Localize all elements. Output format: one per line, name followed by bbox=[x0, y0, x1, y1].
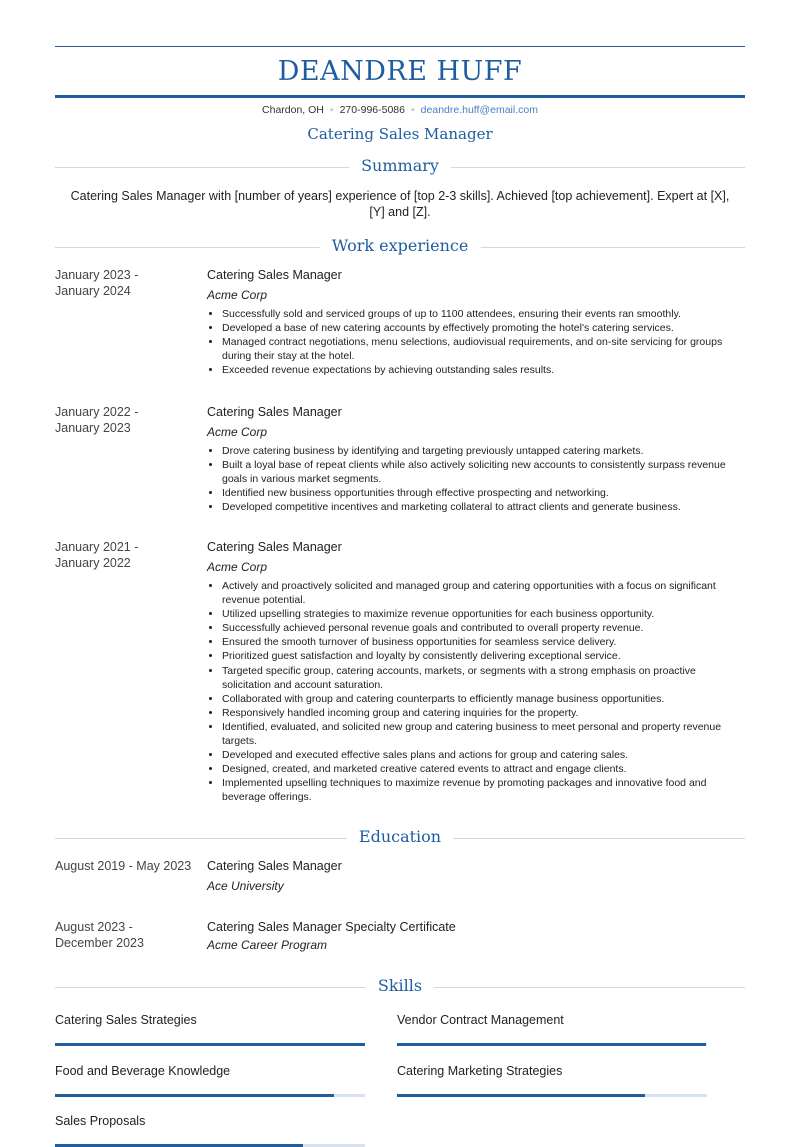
name-underline bbox=[55, 95, 745, 98]
skill-level-fill bbox=[55, 1043, 365, 1046]
bullet-item: • Identified, evaluated, and solicited new group and catering business to meet personal and property revenue targets. bbox=[222, 720, 745, 748]
section-label: Education bbox=[347, 827, 453, 846]
education-details bbox=[207, 858, 745, 894]
job-company: Acme Corp bbox=[207, 560, 268, 574]
job-dates bbox=[55, 267, 195, 299]
job-title: Catering Sales Manager bbox=[207, 540, 342, 554]
school-name: Acme Career Program bbox=[207, 938, 328, 952]
skill-level-fill bbox=[397, 1094, 645, 1097]
bullet-item: • Successfully sold and serviced groups of up to 1100 attendees, ensuring their events ran smoothly. bbox=[222, 307, 745, 321]
bullet-item: • Designed, created, and marketed creative catered events to attract and engage clients. bbox=[222, 762, 745, 776]
job-bullets bbox=[207, 307, 745, 377]
bullet-item: • Collaborated with group and catering counterparts to efficiently manage business opportunities. bbox=[222, 692, 745, 706]
date-from: January 2022 - bbox=[55, 405, 139, 419]
skill-item bbox=[55, 1063, 365, 1079]
date-to: January 2022 bbox=[55, 556, 131, 570]
summary-text: Catering Sales Manager with [number of years] experience of [top 2-3 skills]. Achieved [top achievement]. Expert at [X], [Y] and [Z]. bbox=[70, 189, 730, 219]
date-from: January 2021 - bbox=[55, 540, 139, 554]
bullet-item: • Exceeded revenue expectations by achieving outstanding sales results. bbox=[222, 363, 745, 377]
bullet-item: • Developed a base of new catering accounts by effectively promoting the hotel's catering services. bbox=[222, 321, 745, 335]
job-dates bbox=[55, 404, 195, 436]
skill-level-bar bbox=[55, 1043, 365, 1046]
section-label: Skills bbox=[366, 976, 434, 995]
candidate-name: DEANDRE HUFF bbox=[277, 56, 523, 87]
skill-name: Vendor Contract Management bbox=[397, 1013, 564, 1027]
job-details bbox=[207, 267, 745, 377]
skill-item bbox=[397, 1063, 707, 1079]
candidate-title: Catering Sales Manager bbox=[307, 125, 493, 143]
date-from: January 2023 - bbox=[55, 268, 139, 282]
contact-city: Chardon, OH bbox=[262, 104, 324, 116]
bullet-item: • Implemented upselling techniques to maximize revenue by promoting packages and innovative food and beverage offerings. bbox=[222, 776, 745, 804]
job-details bbox=[207, 539, 745, 805]
job-details bbox=[207, 404, 745, 514]
section-label: Summary bbox=[349, 156, 451, 175]
bullet-item: • Actively and proactively solicited and managed group and catering opportunities with a focus on significant revenue potential. bbox=[222, 579, 745, 607]
date-from: August 2019 - May 2023 bbox=[55, 859, 192, 873]
job-company: Acme Corp bbox=[207, 425, 268, 439]
skill-level-bar bbox=[55, 1094, 365, 1097]
bullet-item: • Utilized upselling strategies to maximize revenue opportunities for each business opportunity. bbox=[222, 607, 745, 621]
experience-heading bbox=[55, 236, 745, 258]
skill-name: Sales Proposals bbox=[55, 1114, 146, 1128]
skill-item bbox=[55, 1012, 365, 1028]
skill-level-fill bbox=[397, 1043, 706, 1046]
date-from: August 2023 - bbox=[55, 920, 133, 934]
bullet-item: • Managed contract negotiations, menu selections, audiovisual requirements, and on-site servicing for groups during their stay at the hotel. bbox=[222, 335, 745, 363]
date-to: January 2023 bbox=[55, 421, 131, 435]
skills-heading bbox=[55, 976, 745, 998]
job-title: Catering Sales Manager bbox=[207, 268, 342, 282]
date-to: December 2023 bbox=[55, 936, 144, 950]
skill-item bbox=[55, 1113, 365, 1129]
date-to: January 2024 bbox=[55, 284, 131, 298]
top-rule bbox=[55, 46, 745, 47]
job-company: Acme Corp bbox=[207, 288, 268, 302]
bullet-item: • Identified new business opportunities through effective prospecting and networking. bbox=[222, 486, 745, 500]
education-details bbox=[207, 919, 745, 953]
skill-name: Catering Marketing Strategies bbox=[397, 1064, 563, 1078]
skill-item bbox=[397, 1012, 707, 1028]
contact-phone: 270-996-5086 bbox=[339, 104, 405, 116]
bullet-item: • Drove catering business by identifying and targeting previously untapped catering markets. bbox=[222, 444, 745, 458]
skill-level-bar bbox=[397, 1043, 707, 1046]
bullet-item: • Built a loyal base of repeat clients while also actively soliciting new accounts to consistently surpass revenue goals in various market segments. bbox=[222, 458, 745, 486]
bullet-item: • Responsively handled incoming group and catering inquiries for the property. bbox=[222, 706, 745, 720]
bullet-item: • Successfully achieved personal revenue goals and contributed to overall property revenue. bbox=[222, 621, 745, 635]
bullet-item: • Developed and executed effective sales plans and actions for group and catering sales. bbox=[222, 748, 745, 762]
job-title: Catering Sales Manager bbox=[207, 405, 342, 419]
education-heading bbox=[55, 827, 745, 849]
summary-heading bbox=[55, 156, 745, 178]
skill-level-fill bbox=[55, 1094, 334, 1097]
bullet-item: • Ensured the smooth turnover of business opportunities for seamless service delivery. bbox=[222, 635, 745, 649]
bullet-item: • Prioritized guest satisfaction and loyalty by consistently delivering exceptional service. bbox=[222, 649, 745, 663]
job-bullets bbox=[207, 444, 745, 514]
degree-title: Catering Sales Manager Specialty Certificate bbox=[207, 920, 456, 934]
education-dates bbox=[55, 858, 195, 874]
job-bullets bbox=[207, 579, 745, 805]
contact-line bbox=[0, 104, 800, 116]
education-dates bbox=[55, 919, 195, 951]
separator-dot: • bbox=[410, 104, 415, 116]
section-label: Work experience bbox=[320, 236, 481, 255]
job-dates bbox=[55, 539, 195, 571]
skill-level-bar bbox=[397, 1094, 707, 1097]
bullet-item: • Developed competitive incentives and marketing collateral to attract clients and generate business. bbox=[222, 500, 745, 514]
contact-email-link[interactable]: deandre.huff@email.com bbox=[420, 104, 538, 116]
skill-name: Catering Sales Strategies bbox=[55, 1013, 197, 1027]
school-name: Ace University bbox=[207, 879, 284, 893]
skill-name: Food and Beverage Knowledge bbox=[55, 1064, 231, 1078]
bullet-item: • Targeted specific group, catering accounts, markets, or segments with a strong emphasis on proactive solicitation and account saturation. bbox=[222, 664, 745, 692]
separator-dot: • bbox=[329, 104, 334, 116]
degree-title: Catering Sales Manager bbox=[207, 859, 342, 873]
